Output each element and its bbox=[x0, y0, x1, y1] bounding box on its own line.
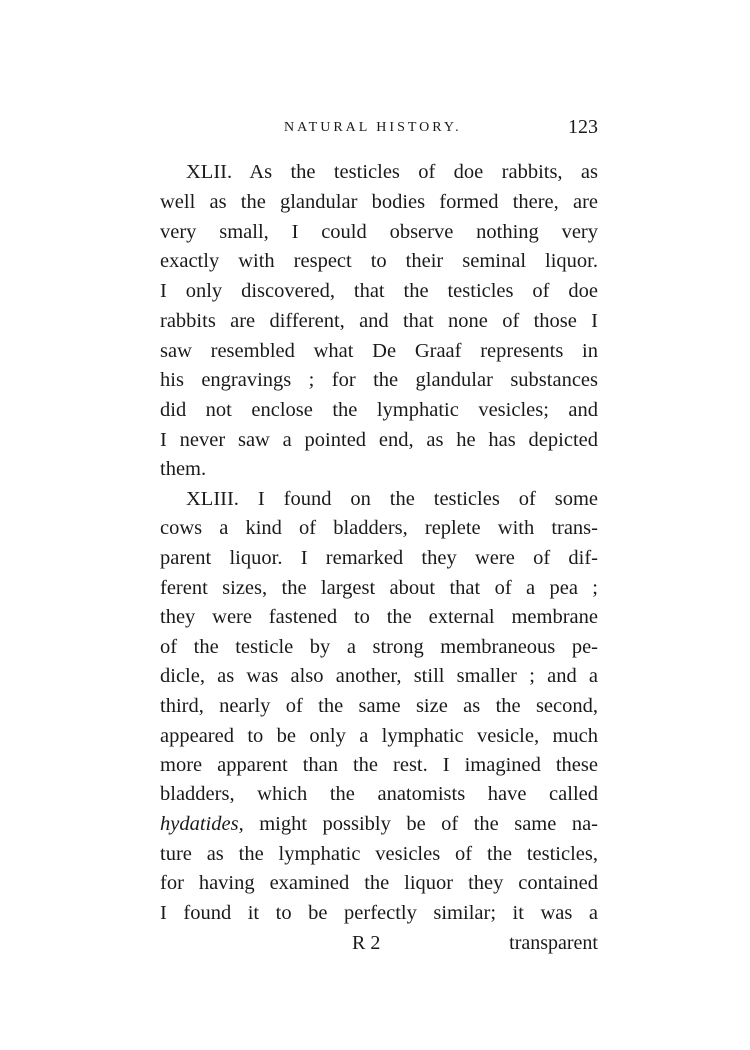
signature-mark: R 2 bbox=[352, 932, 381, 954]
text-line: very small, I could observe nothing very bbox=[160, 221, 598, 243]
italic-term: hydatides, bbox=[160, 813, 244, 835]
text-line: ferent sizes, the largest about that of a pea ; bbox=[160, 577, 598, 599]
text-line: for having examined the liquor they contained bbox=[160, 872, 598, 894]
text-line: cows a kind of bladders, replete with trans- bbox=[160, 517, 598, 539]
text-line: of the testicle by a strong membraneous pe- bbox=[160, 636, 598, 658]
text-line: more apparent than the rest. I imagined these bbox=[160, 754, 598, 776]
running-title: NATURAL HISTORY. bbox=[284, 120, 462, 135]
text-line: rabbits are different, and that none of those I bbox=[160, 310, 598, 332]
text-line: third, nearly of the same size as the second, bbox=[160, 695, 598, 717]
text-line: dicle, as was also another, still smaller ; and a bbox=[160, 665, 598, 687]
text-line: I only discovered, that the testicles of doe bbox=[160, 280, 598, 302]
text-line: exactly with respect to their seminal liquor. bbox=[160, 250, 598, 272]
text-line: bladders, which the anatomists have called bbox=[160, 783, 598, 805]
text-line: I never saw a pointed end, as he has depicted bbox=[160, 429, 598, 451]
text-line: did not enclose the lymphatic vesicles; and bbox=[160, 399, 598, 421]
text-line: XLII. As the testicles of doe rabbits, as bbox=[186, 161, 598, 183]
text-line: saw resembled what De Graaf represents in bbox=[160, 340, 598, 362]
text-line: they were fastened to the external membrane bbox=[160, 606, 598, 628]
text-line: ture as the lymphatic vesicles of the testicles, bbox=[160, 843, 598, 865]
running-head bbox=[160, 116, 600, 146]
text-line: I found it to be perfectly similar; it was a bbox=[160, 902, 598, 924]
text-line: them. bbox=[160, 458, 207, 480]
text-line: well as the glandular bodies formed there, are bbox=[160, 191, 598, 213]
text-line: his engravings ; for the glandular substances bbox=[160, 369, 598, 391]
page-number: 123 bbox=[568, 116, 598, 138]
text-line-with-italic bbox=[160, 809, 598, 839]
text-line-rest: might possibly be of the same na- bbox=[259, 813, 599, 835]
text-line: XLIII. I found on the testicles of some bbox=[186, 488, 598, 510]
text-line: parent liquor. I remarked they were of dif- bbox=[160, 547, 598, 569]
catchword: transparent bbox=[509, 932, 598, 954]
text-line: appeared to be only a lymphatic vesicle, much bbox=[160, 725, 598, 747]
